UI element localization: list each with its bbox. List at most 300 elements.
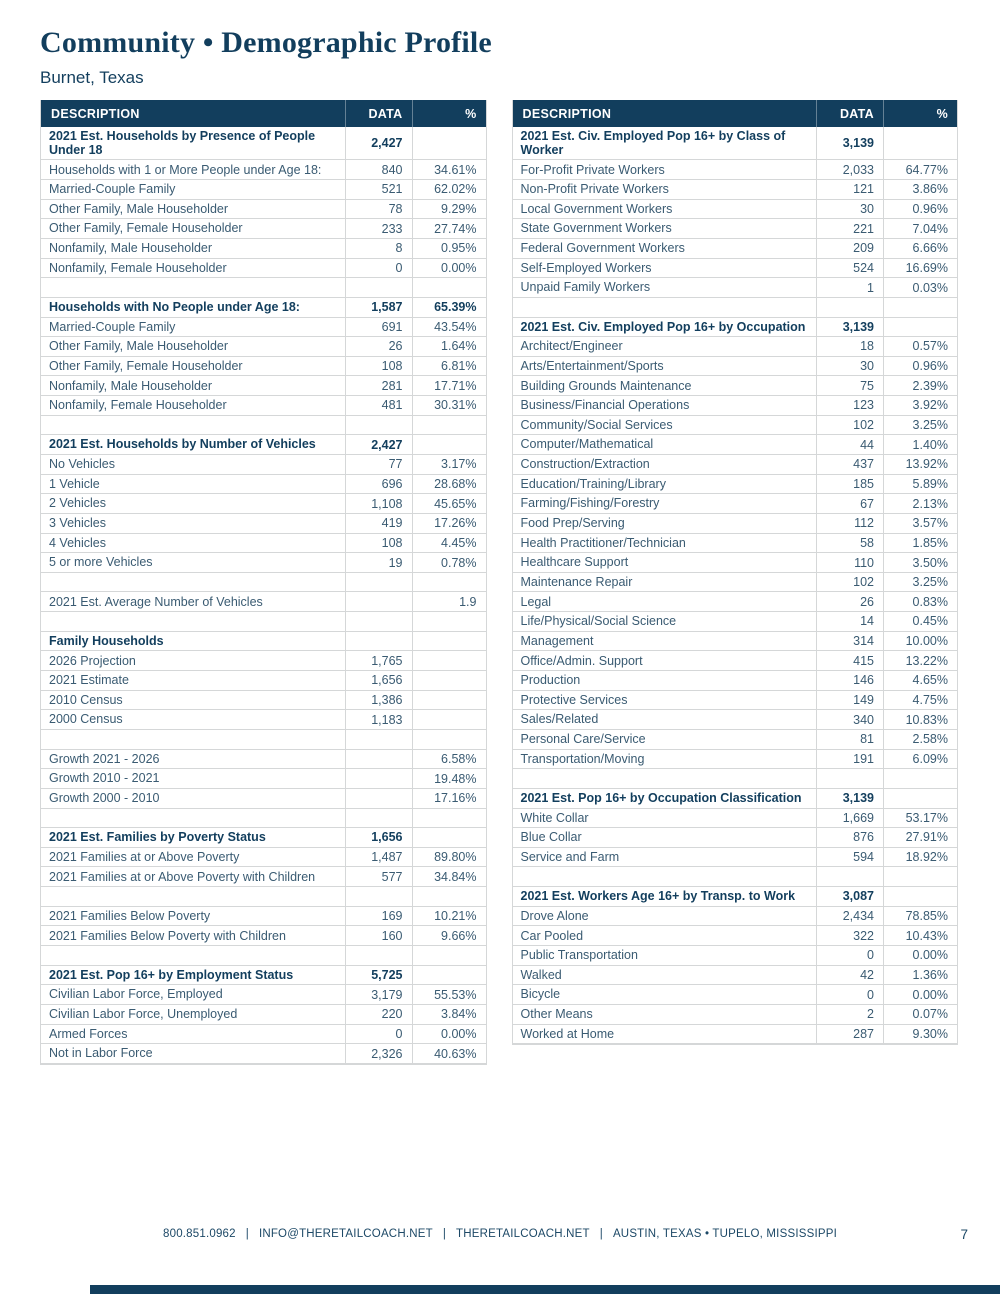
table-row xyxy=(513,553,958,573)
percent-cell: 1.85% xyxy=(883,534,957,553)
column-header-percent: % xyxy=(883,100,957,127)
table-row xyxy=(513,180,958,200)
footer-phone: 800.851.0962 xyxy=(163,1228,236,1240)
table-row xyxy=(513,494,958,514)
table-row xyxy=(513,1025,958,1045)
percent-cell: 18.92% xyxy=(883,848,957,867)
table-row xyxy=(513,337,958,357)
section-header-row xyxy=(41,298,486,318)
data-cell: 169 xyxy=(345,907,412,926)
data-cell xyxy=(345,278,412,297)
section-header-row xyxy=(513,887,958,907)
percent-cell: 0.00% xyxy=(412,1025,486,1044)
percent-cell: 3.50% xyxy=(883,553,957,572)
table-row xyxy=(41,455,486,475)
table-row xyxy=(41,376,486,396)
table-row xyxy=(41,691,486,711)
data-cell: 876 xyxy=(816,828,883,847)
table-row xyxy=(513,200,958,220)
description-cell: 3 Vehicles xyxy=(49,516,106,531)
data-cell: 577 xyxy=(345,867,412,886)
data-cell: 594 xyxy=(816,848,883,867)
data-cell: 75 xyxy=(816,376,883,395)
description-cell: 2021 Est. Families by Poverty Status xyxy=(49,830,266,845)
tables-container xyxy=(40,100,958,1065)
table-row xyxy=(41,200,486,220)
table-row xyxy=(41,514,486,534)
table-row xyxy=(513,907,958,927)
percent-cell: 10.83% xyxy=(883,710,957,729)
column-header-percent: % xyxy=(412,100,486,127)
percent-cell: 65.39% xyxy=(412,298,486,317)
percent-cell xyxy=(883,867,957,886)
table-row xyxy=(513,278,958,298)
data-cell: 8 xyxy=(345,239,412,258)
spacer-row xyxy=(41,730,486,750)
table-row xyxy=(513,475,958,495)
bottom-accent-bar xyxy=(90,1285,1000,1294)
data-cell: 1 xyxy=(816,278,883,297)
data-cell: 1,669 xyxy=(816,809,883,828)
percent-cell xyxy=(412,966,486,985)
description-cell: Not in Labor Force xyxy=(49,1046,153,1061)
table-row xyxy=(513,376,958,396)
percent-cell xyxy=(412,632,486,651)
data-cell: 481 xyxy=(345,396,412,415)
table-row xyxy=(41,789,486,809)
description-cell: Other Family, Male Householder xyxy=(49,339,229,354)
footer-separator: | xyxy=(245,1228,249,1240)
description-cell: Households with 1 or More People under Age 18: xyxy=(49,162,322,177)
description-cell: 2021 Est. Pop 16+ by Employment Status xyxy=(49,967,294,982)
percent-cell: 6.81% xyxy=(412,357,486,376)
description-cell: 2026 Projection xyxy=(49,653,136,668)
page-subtitle: Burnet, Texas xyxy=(40,68,144,87)
data-cell: 1,587 xyxy=(345,298,412,317)
table-row xyxy=(41,1025,486,1045)
data-cell: 110 xyxy=(816,553,883,572)
description-cell: Architect/Engineer xyxy=(520,339,623,354)
spacer-row xyxy=(513,298,958,318)
data-cell: 146 xyxy=(816,671,883,690)
table-row xyxy=(513,750,958,770)
percent-cell: 13.92% xyxy=(883,455,957,474)
table-header-row xyxy=(41,100,486,127)
table-row xyxy=(41,239,486,259)
percent-cell: 10.21% xyxy=(412,907,486,926)
data-cell: 30 xyxy=(816,357,883,376)
percent-cell: 28.68% xyxy=(412,475,486,494)
footer-separator: | xyxy=(442,1228,447,1240)
percent-cell: 0.57% xyxy=(883,337,957,356)
table-row xyxy=(513,160,958,180)
data-cell: 3,139 xyxy=(816,127,883,159)
description-cell: Nonfamily, Female Householder xyxy=(49,260,227,275)
data-cell: 209 xyxy=(816,239,883,258)
data-cell: 26 xyxy=(345,337,412,356)
data-cell xyxy=(345,750,412,769)
description-cell: Production xyxy=(520,673,581,688)
table-row xyxy=(41,907,486,927)
description-cell: 2021 Est. Civ. Employed Pop 16+ by Occupation xyxy=(520,319,806,334)
description-cell: Bicycle xyxy=(520,987,561,1002)
table-row xyxy=(41,553,486,573)
percent-cell: 34.84% xyxy=(412,867,486,886)
description-cell: Drove Alone xyxy=(520,908,589,923)
data-cell: 30 xyxy=(816,200,883,219)
spacer-row xyxy=(41,416,486,436)
data-cell: 3,179 xyxy=(345,985,412,1004)
table-row xyxy=(513,848,958,868)
description-cell: 1 Vehicle xyxy=(49,476,100,491)
data-cell: 185 xyxy=(816,475,883,494)
table-row xyxy=(513,632,958,652)
description-cell: Community/Social Services xyxy=(520,417,673,432)
data-cell: 102 xyxy=(816,416,883,435)
description-cell xyxy=(513,298,817,317)
table-row xyxy=(41,769,486,789)
data-cell xyxy=(345,632,412,651)
description-cell: Households with No People under Age 18: xyxy=(49,300,300,314)
percent-cell: 45.65% xyxy=(412,494,486,513)
table-row xyxy=(513,534,958,554)
data-cell xyxy=(345,769,412,788)
data-cell: 1,108 xyxy=(345,494,412,513)
table-row xyxy=(41,1005,486,1025)
percent-cell: 17.16% xyxy=(412,789,486,808)
section-header-row xyxy=(41,435,486,455)
percent-cell: 27.91% xyxy=(883,828,957,847)
left-demographics-table xyxy=(40,100,487,1065)
data-cell: 58 xyxy=(816,534,883,553)
table-row xyxy=(513,828,958,848)
data-cell: 220 xyxy=(345,1005,412,1024)
description-cell: 2021 Est. Pop 16+ by Occupation Classification xyxy=(520,791,802,806)
percent-cell: 78.85% xyxy=(883,907,957,926)
column-header-data: DATA xyxy=(816,100,883,127)
percent-cell xyxy=(412,710,486,729)
table-row xyxy=(41,337,486,357)
table-row xyxy=(513,809,958,829)
description-cell: Civilian Labor Force, Unemployed xyxy=(49,1007,238,1022)
data-cell: 524 xyxy=(816,259,883,278)
data-cell: 696 xyxy=(345,475,412,494)
data-cell xyxy=(345,592,412,611)
description-cell xyxy=(41,946,345,965)
section-header-row xyxy=(513,127,958,160)
section-header-row xyxy=(41,966,486,986)
percent-cell xyxy=(883,789,957,808)
data-cell: 2,427 xyxy=(345,435,412,454)
data-cell xyxy=(345,416,412,435)
percent-cell: 34.61% xyxy=(412,160,486,179)
percent-cell: 4.65% xyxy=(883,671,957,690)
percent-cell: 2.13% xyxy=(883,494,957,513)
left-table-body xyxy=(41,127,486,1064)
percent-cell: 62.02% xyxy=(412,180,486,199)
description-cell: 2000 Census xyxy=(49,712,123,727)
percent-cell: 55.53% xyxy=(412,985,486,1004)
description-cell: Food Prep/Serving xyxy=(520,516,625,531)
description-cell xyxy=(513,769,817,788)
table-row xyxy=(513,730,958,750)
description-cell: Transportation/Moving xyxy=(520,751,645,766)
table-row xyxy=(41,926,486,946)
description-cell: Walked xyxy=(520,967,562,982)
spacer-row xyxy=(41,278,486,298)
data-cell xyxy=(345,730,412,749)
percent-cell xyxy=(412,278,486,297)
table-row xyxy=(41,219,486,239)
data-cell: 0 xyxy=(345,1025,412,1044)
page-footer xyxy=(0,1228,1000,1240)
percent-cell: 9.66% xyxy=(412,926,486,945)
description-cell: 2021 Est. Households by Presence of People Under 18 xyxy=(49,128,316,158)
table-row xyxy=(513,573,958,593)
footer-email: INFO@THERETAILCOACH.NET xyxy=(258,1228,433,1240)
data-cell xyxy=(816,867,883,886)
description-cell: Civilian Labor Force, Employed xyxy=(49,987,223,1002)
description-cell: 2021 Est. Workers Age 16+ by Transp. to Work xyxy=(520,889,796,904)
percent-cell: 2.58% xyxy=(883,730,957,749)
data-cell: 1,656 xyxy=(345,828,412,847)
section-header-row xyxy=(513,789,958,809)
data-cell: 3,139 xyxy=(816,318,883,337)
data-cell: 78 xyxy=(345,200,412,219)
percent-cell: 0.96% xyxy=(883,200,957,219)
data-cell: 0 xyxy=(345,259,412,278)
percent-cell: 0.00% xyxy=(883,985,957,1004)
description-cell: Office/Admin. Support xyxy=(520,653,643,668)
table-row xyxy=(513,612,958,632)
table-row xyxy=(41,592,486,612)
data-cell: 44 xyxy=(816,435,883,454)
percent-cell: 5.89% xyxy=(883,475,957,494)
data-cell: 415 xyxy=(816,651,883,670)
description-cell: No Vehicles xyxy=(49,457,116,472)
data-cell: 314 xyxy=(816,632,883,651)
table-row xyxy=(41,475,486,495)
percent-cell: 13.22% xyxy=(883,651,957,670)
percent-cell: 17.26% xyxy=(412,514,486,533)
description-cell: Married-Couple Family xyxy=(49,182,176,197)
table-row xyxy=(513,592,958,612)
percent-cell: 3.25% xyxy=(883,573,957,592)
percent-cell xyxy=(412,671,486,690)
data-cell xyxy=(345,887,412,906)
table-row xyxy=(41,985,486,1005)
description-cell: Building Grounds Maintenance xyxy=(520,378,692,393)
description-cell: 2021 Estimate xyxy=(49,673,129,688)
percent-cell xyxy=(412,612,486,631)
description-cell: 2021 Est. Average Number of Vehicles xyxy=(49,594,263,609)
percent-cell: 3.57% xyxy=(883,514,957,533)
description-cell xyxy=(41,573,345,592)
percent-cell: 64.77% xyxy=(883,160,957,179)
data-cell: 123 xyxy=(816,396,883,415)
description-cell: 2021 Families at or Above Poverty xyxy=(49,849,240,864)
description-cell: Sales/Related xyxy=(520,712,599,727)
footer-locations: AUSTIN, TEXAS • TUPELO, MISSISSIPPI xyxy=(612,1228,837,1240)
percent-cell: 3.17% xyxy=(412,455,486,474)
table-row xyxy=(513,946,958,966)
table-row xyxy=(513,966,958,986)
description-cell: Blue Collar xyxy=(520,830,582,845)
percent-cell: 7.04% xyxy=(883,219,957,238)
percent-cell: 0.45% xyxy=(883,612,957,631)
description-cell: Nonfamily, Female Householder xyxy=(49,398,227,413)
description-cell: Maintenance Repair xyxy=(520,574,633,589)
table-row xyxy=(41,671,486,691)
table-row xyxy=(513,985,958,1005)
description-cell: State Government Workers xyxy=(520,221,672,236)
description-cell: 2 Vehicles xyxy=(49,496,106,511)
description-cell xyxy=(41,612,345,631)
percent-cell: 0.00% xyxy=(883,946,957,965)
percent-cell: 6.58% xyxy=(412,750,486,769)
description-cell: For-Profit Private Workers xyxy=(520,162,665,177)
data-cell: 2,326 xyxy=(345,1044,412,1063)
percent-cell xyxy=(412,809,486,828)
data-cell: 281 xyxy=(345,376,412,395)
table-row xyxy=(513,651,958,671)
description-cell: Worked at Home xyxy=(520,1026,615,1041)
description-cell xyxy=(41,887,345,906)
percent-cell xyxy=(412,573,486,592)
description-cell xyxy=(41,278,345,297)
percent-cell: 10.00% xyxy=(883,632,957,651)
percent-cell: 17.71% xyxy=(412,376,486,395)
percent-cell: 16.69% xyxy=(883,259,957,278)
percent-cell: 3.86% xyxy=(883,180,957,199)
description-cell: Growth 2021 - 2026 xyxy=(49,751,160,766)
data-cell: 19 xyxy=(345,553,412,572)
data-cell: 3,087 xyxy=(816,887,883,906)
data-cell: 521 xyxy=(345,180,412,199)
data-cell: 2 xyxy=(816,1005,883,1024)
data-cell: 26 xyxy=(816,592,883,611)
section-header-row xyxy=(41,828,486,848)
percent-cell: 6.66% xyxy=(883,239,957,258)
table-row xyxy=(41,357,486,377)
description-cell: Personal Care/Service xyxy=(520,732,646,747)
table-row xyxy=(513,514,958,534)
description-cell: Construction/Extraction xyxy=(520,457,650,472)
data-cell: 1,183 xyxy=(345,710,412,729)
percent-cell: 1.64% xyxy=(412,337,486,356)
percent-cell: 1.40% xyxy=(883,435,957,454)
description-cell: Growth 2000 - 2010 xyxy=(49,791,160,806)
percent-cell xyxy=(412,730,486,749)
description-cell: Nonfamily, Male Householder xyxy=(49,378,213,393)
data-cell xyxy=(345,573,412,592)
data-cell: 340 xyxy=(816,710,883,729)
table-row xyxy=(513,710,958,730)
table-row xyxy=(41,160,486,180)
table-row xyxy=(41,750,486,770)
percent-cell xyxy=(883,318,957,337)
data-cell: 3,139 xyxy=(816,789,883,808)
data-cell: 67 xyxy=(816,494,883,513)
data-cell: 2,434 xyxy=(816,907,883,926)
percent-cell: 10.43% xyxy=(883,926,957,945)
percent-cell: 9.29% xyxy=(412,200,486,219)
table-row xyxy=(513,396,958,416)
table-row xyxy=(41,318,486,338)
percent-cell xyxy=(412,416,486,435)
data-cell: 1,487 xyxy=(345,848,412,867)
section-header-row xyxy=(41,632,486,652)
data-cell: 81 xyxy=(816,730,883,749)
percent-cell: 0.96% xyxy=(883,357,957,376)
description-cell: Public Transportation xyxy=(520,948,638,963)
table-row xyxy=(41,259,486,279)
description-cell: Armed Forces xyxy=(49,1026,128,1041)
description-cell: Family Households xyxy=(49,633,164,648)
section-header-row xyxy=(513,318,958,338)
data-cell: 14 xyxy=(816,612,883,631)
percent-cell xyxy=(412,946,486,965)
percent-cell: 0.00% xyxy=(412,259,486,278)
percent-cell xyxy=(412,127,486,159)
page-number: 7 xyxy=(960,1227,968,1242)
description-cell: 2010 Census xyxy=(49,692,123,707)
table-row xyxy=(41,396,486,416)
data-cell xyxy=(345,809,412,828)
percent-cell: 0.95% xyxy=(412,239,486,258)
table-row xyxy=(513,259,958,279)
table-row xyxy=(513,455,958,475)
percent-cell: 6.09% xyxy=(883,750,957,769)
column-header-description: DESCRIPTION xyxy=(522,106,612,121)
table-row xyxy=(513,239,958,259)
description-cell: Education/Training/Library xyxy=(520,476,666,491)
data-cell: 0 xyxy=(816,946,883,965)
description-cell: 2021 Families at or Above Poverty with Children xyxy=(49,869,316,884)
description-cell: Protective Services xyxy=(520,692,628,707)
description-cell: Computer/Mathematical xyxy=(520,437,654,452)
percent-cell: 1.36% xyxy=(883,966,957,985)
description-cell: 2021 Est. Households by Number of Vehicles xyxy=(49,437,316,452)
percent-cell xyxy=(412,651,486,670)
data-cell: 5,725 xyxy=(345,966,412,985)
percent-cell: 4.45% xyxy=(412,534,486,553)
description-cell xyxy=(513,867,817,886)
table-row xyxy=(513,926,958,946)
description-cell: Farming/Fishing/Forestry xyxy=(520,496,660,511)
footer-website: THERETAILCOACH.NET xyxy=(456,1228,590,1240)
right-table-body xyxy=(513,127,958,1044)
spacer-row xyxy=(41,946,486,966)
percent-cell: 0.03% xyxy=(883,278,957,297)
percent-cell: 3.25% xyxy=(883,416,957,435)
table-row xyxy=(513,219,958,239)
table-row xyxy=(41,534,486,554)
percent-cell xyxy=(412,435,486,454)
percent-cell: 30.31% xyxy=(412,396,486,415)
description-cell: Local Government Workers xyxy=(520,201,673,216)
table-row xyxy=(513,671,958,691)
table-row xyxy=(41,180,486,200)
description-cell: Growth 2010 - 2021 xyxy=(49,771,160,786)
percent-cell: 4.75% xyxy=(883,691,957,710)
description-cell: 2021 Families Below Poverty xyxy=(49,908,211,923)
description-cell: Unpaid Family Workers xyxy=(520,280,651,295)
data-cell: 437 xyxy=(816,455,883,474)
description-cell: Federal Government Workers xyxy=(520,241,685,256)
data-cell: 0 xyxy=(816,985,883,1004)
description-cell: 5 or more Vehicles xyxy=(49,555,153,570)
